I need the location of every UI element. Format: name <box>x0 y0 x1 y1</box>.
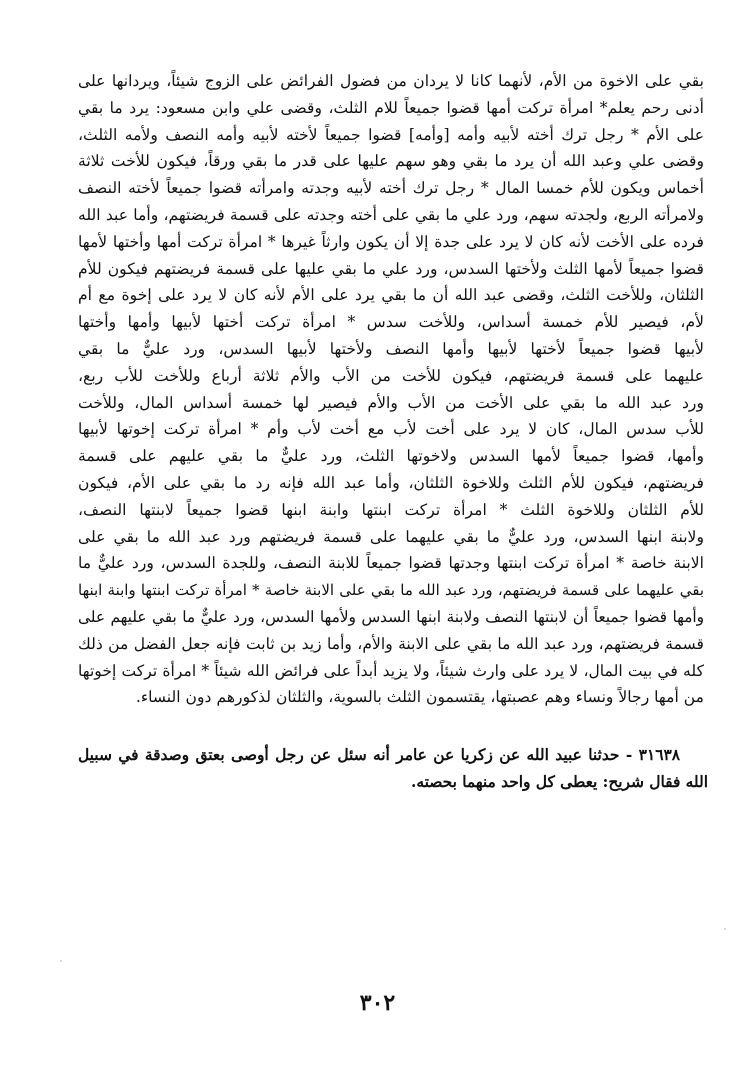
text-line: أدنى رحم يعلم* امرأة تركت أمها قضوا جميعاً للام الثلث، وقضى علي وابن مسعود: يرد ما بقي <box>78 98 704 117</box>
text-line: لأم، فيصير للأم خمسة أسداس، وللأخت سدس * امرأة تركت أختها لأبيها وأمها وأختها <box>78 313 704 332</box>
main-text-block <box>78 68 704 711</box>
text-line: كله في بيت المال، لا يرد على وارث شيئاً، ولا يزيد أبداً على فرائض الله شيئاً * امرأة تركت إخوتها <box>78 661 704 680</box>
page-number: ٣٠٢ <box>359 990 396 1016</box>
text-line: فرده على الأخت لأنه كان لا يرد على جدة إلا أن يكون وارثاً غيرها * امرأة تركت أمها وأختها لأمها <box>78 232 704 251</box>
text-line: وأمها قضوا جميعاً أن لابنتها النصف ولابنة ابنها السدس ولأمها السدس، ورد عليٌّ ما بقي عليهم على <box>78 607 704 626</box>
hadith-line: ٣١٦٣٨ - حدثنا عبيد الله عن زكريا عن عامر أنه سئل عن رجل أوصى بعتق وصدقة في سبيل <box>78 746 680 764</box>
text-line: أخماس ويكون للأم خمسا المال * رجل ترك أخته لأبيه وجدته وامرأته قضوا جميعاً لأخته النصف <box>78 179 704 198</box>
hadith-line-final: الله فقال شريح: يعطى كل واحد منهما بحصته. <box>411 773 708 791</box>
text-line: فريضتهم، فيكون للأم الثلث وللاخوة الثلثان، وأما عبد الله فإنه رد ما بقي على الأم، فيكون <box>78 473 704 492</box>
text-line: الثلثان، وللأخت الثلث، وقضى عبد الله أن ما بقي يرد على الأم لأنه كان لا يرد على إخوة مع أم <box>78 286 704 305</box>
hadith-entry-31638 <box>78 742 708 796</box>
scan-speck <box>60 960 62 962</box>
text-line: وقضى علي وعبد الله أن يرد ما بقي وهو سهم عليها على قدر ما بقي ورقاً، فيكون للأخت ثلاثة <box>78 152 704 171</box>
text-line: للأب سدس المال، كان لا يرد على أخت لأب مع أخت لأب وأم * امرأة تركت إخوتها لأبيها <box>78 420 704 439</box>
text-line: ورد عبد الله ما بقي على الأخت من الأب والأم فيصير لها خمسة أسداس المال، وللأخت <box>78 393 704 412</box>
text-line: قضوا جميعاً لأمها الثلث ولأختها السدس، ورد علي ما بقي عليها على قسمة فريضتهم فيكون للأم <box>78 259 704 278</box>
text-line-final: من أمها رجالاً ونساء وهم عصبتها، يقتسمون الثلث بالسوية، والثلثان لذكورهم دون النساء. <box>135 688 704 707</box>
text-line: بقي عليهما على قسمة فريضتهم، ورد عبد الله ما بقي على الابنة خاصة * امرأة تركت ابنتها وابنة ابنها <box>78 581 704 600</box>
text-line: بقي على الاخوة من الأم، لأنهما كانا لا يردان من فضول الفرائض على الزوج شيئاً، ويردانها على <box>78 72 704 90</box>
text-line: لأبيها قضوا جميعاً لأختها لأبيها وأمها النصف ولأختها لأبيها السدس، ورد عليٌّ ما بقي <box>78 339 704 358</box>
text-line: للأم الثلثان وللاخوة الثلث * امرأة تركت ابنتها وابنة ابنها قضوا جميعاً لابنتها النصف، <box>78 500 704 519</box>
text-line: ولابنة ابنها السدس، ورد عليٌّ ما بقي عليهما على قسمة فريضتهم ورد عبد الله ما بقي على <box>78 527 704 546</box>
text-line: الابنة خاصة * امرأة تركت ابنتها وجدتها قضوا جميعاً للابنة النصف، وللجدة السدس، ورد عليٌّ ما <box>78 554 704 573</box>
text-line: على الأم * رجل ترك أخته لأبيه وأمه [وأمه] قضوا جميعاً لأخته لأبيه وأمه النصف ولأمه الثلث، <box>78 125 704 144</box>
text-line: قسمة فريضتهم، ورد عبد الله ما بقي على الابنة والأم، وأما زيد بن ثابت فإنه جعل الفضل من ذلك <box>78 634 704 653</box>
text-line: ولامرأته الربع، ولجدته سهم، ورد علي ما بقي على أخته وجدته على قسمة فريضتهم، وأما عبد الله <box>78 205 704 224</box>
scan-speck <box>724 928 726 930</box>
text-line: عليهما على قسمة فريضتهم، فيكون للأخت من الأب والأم ثلاثة أرباع وللأخت للأب ربع، <box>78 366 704 385</box>
text-line: وأمها، قضوا جميعاً لأمها السدس ولاخوتها الثلث، ورد عليٌّ ما بقي عليهم على قسمة <box>78 447 704 466</box>
